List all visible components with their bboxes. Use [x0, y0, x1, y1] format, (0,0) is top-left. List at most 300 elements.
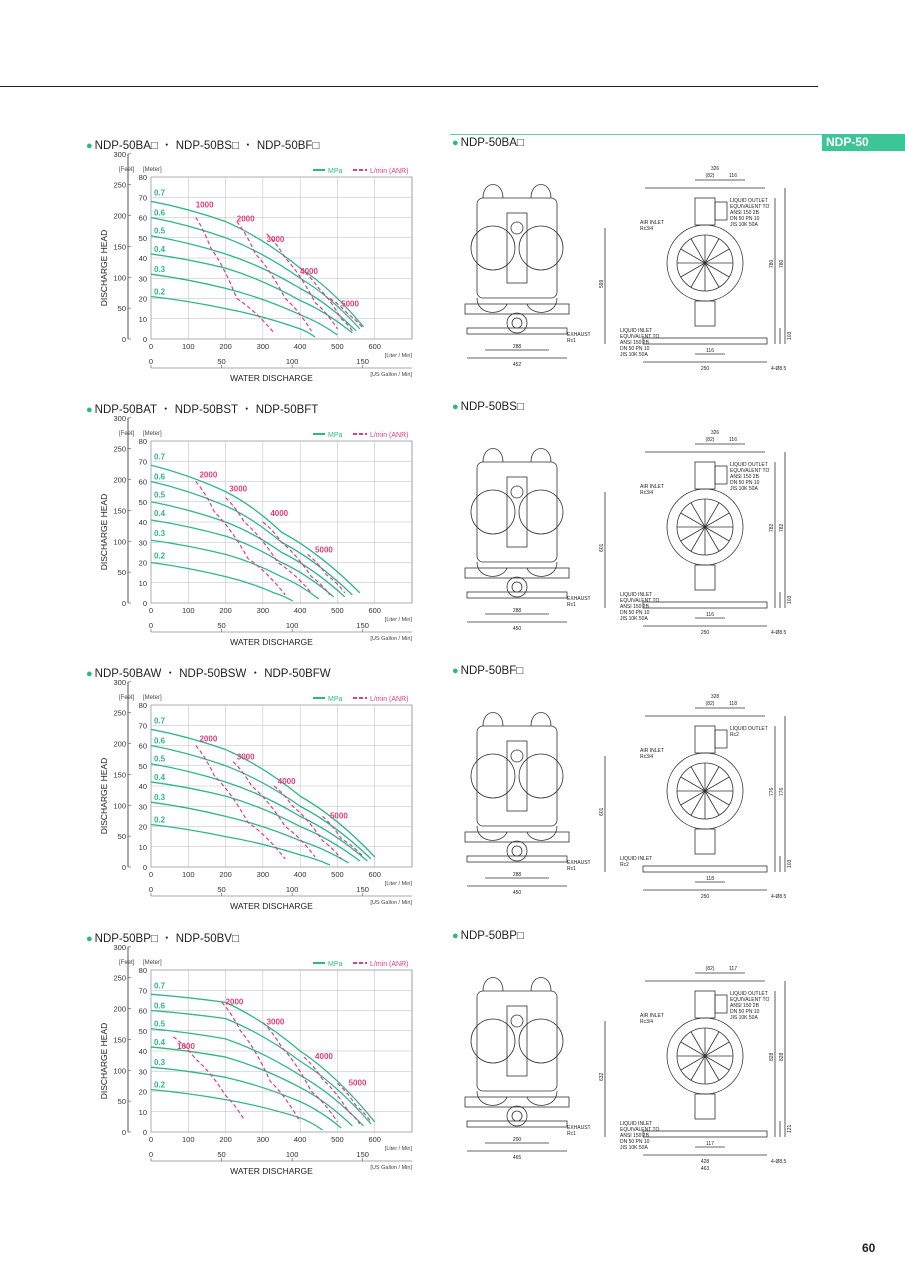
upper-manifold [483, 449, 551, 463]
exhaust-note: EXHAUST [567, 596, 591, 602]
pump-drawing [455, 686, 815, 921]
feet-unit-label: [Feet] [119, 695, 135, 701]
gallon-unit-label: [US Gallon / Min] [370, 1165, 412, 1171]
dim-side-width-label: 250 [700, 894, 710, 900]
bolt-hole-label: 4-Ø8.5 [771, 630, 787, 636]
pump-drawing [455, 158, 815, 393]
y-axis-title: DISCHARGE HEAD [99, 757, 109, 835]
mpa-curve-label: 0.4 [154, 772, 166, 782]
chart-title-4 [86, 930, 239, 946]
y-meter-tick: 80 [138, 966, 147, 975]
legend-mpa-label: MPa [328, 168, 343, 175]
mpa-curve-label: 0.7 [154, 188, 166, 198]
x-gallon-tick: 150 [356, 885, 369, 894]
air-valve [511, 222, 523, 234]
air-inlet-note: AIR INLET [640, 748, 664, 754]
flow-curve-label: 2000 [225, 997, 244, 1007]
y-feet-tick: 50 [117, 832, 126, 842]
outlet-pipe [695, 991, 715, 1018]
x-liter-tick: 0 [148, 606, 154, 615]
performance-chart [95, 677, 425, 916]
exhaust-note: EXHAUST [567, 860, 591, 866]
dim-height-label: 776 [779, 787, 785, 796]
meter-unit-label: [Meter] [143, 431, 162, 437]
x-gallon-tick: 0 [148, 621, 154, 630]
lower-manifold [477, 298, 557, 312]
dim-side-small-label: 116 [706, 612, 714, 618]
y-feet-tick: 250 [113, 708, 126, 718]
outlet-note: LIQUID OUTLET [730, 462, 768, 468]
left-chamber [471, 754, 515, 798]
dim-pitch-label: 288 [512, 608, 522, 614]
y-meter-tick: 30 [138, 1067, 147, 1077]
y-meter-tick: 60 [138, 1006, 147, 1016]
liter-unit-label: [Liter / Min] [384, 617, 412, 623]
x-gallon-tick: 100 [285, 885, 299, 894]
dim-82-label: (82) [705, 173, 715, 179]
flow-curve-label: 2000 [199, 470, 218, 480]
x-liter-tick: 500 [331, 1135, 344, 1144]
inlet-note: JIS 10K 50A [620, 352, 648, 358]
meter-unit-label: [Meter] [143, 960, 162, 966]
gallon-unit-label: [US Gallon / Min] [370, 372, 412, 378]
inlet-note: LIQUID INLET [620, 592, 653, 598]
outlet-note: JIS 10K 50A [730, 486, 758, 492]
x-liter-tick: 400 [293, 1135, 307, 1144]
dim-base-label: 103 [787, 331, 793, 340]
dim-height-label: 782 [779, 523, 785, 532]
legend-mpa-label: MPa [328, 696, 343, 703]
chart-title-text: NDP-50BAT ・ NDP-50BST ・ NDP-50BFT [94, 404, 319, 416]
x-liter-tick: 300 [256, 606, 270, 615]
outlet-note: ANSI 150 2B [730, 1003, 759, 1009]
upper-manifold [483, 185, 551, 199]
dim-top-label: 326 [710, 166, 720, 172]
y-feet-tick: 250 [113, 180, 126, 190]
exhaust-note: Rc1 [567, 338, 576, 344]
outlet-flange [715, 995, 727, 1013]
x-liter-tick: 200 [219, 606, 232, 615]
x-gallon-tick: 150 [356, 357, 369, 366]
mpa-curve-label: 0.3 [154, 265, 166, 275]
outlet-pipe [695, 726, 715, 753]
dim-body-label: 828 [769, 1052, 775, 1061]
inlet-note: ANSI 150 2B [620, 340, 649, 346]
y-feet-tick: 50 [117, 1097, 126, 1107]
left-chamber [471, 490, 515, 534]
mpa-curve-label: 0.3 [154, 529, 166, 539]
x-liter-tick: 400 [293, 342, 307, 351]
outlet-note: EQUIVALENT TO [730, 204, 770, 210]
x-gallon-tick: 0 [148, 885, 154, 894]
meter-unit-label: [Meter] [143, 695, 162, 701]
air-inlet-note: Rc3/4 [640, 226, 654, 232]
inlet-flange [507, 313, 527, 333]
inlet-note: Rc2 [620, 862, 629, 868]
x-liter-tick: 300 [256, 870, 270, 879]
inlet-bore [512, 1111, 522, 1121]
x-liter-tick: 400 [293, 606, 307, 615]
y-meter-tick: 40 [138, 518, 147, 527]
dim-height-label: 828 [779, 1052, 785, 1061]
right-chamber [519, 1019, 563, 1063]
x-liter-tick: 200 [219, 870, 232, 879]
y-meter-tick: 60 [138, 741, 147, 751]
bullet-icon: ● [452, 930, 459, 942]
liter-unit-label: [Liter / Min] [384, 353, 412, 359]
x-axis-title: WATER DISCHARGE [230, 373, 313, 383]
dim-body-label: 776 [769, 787, 775, 796]
dim-width-label: 465 [512, 1155, 522, 1161]
meter-unit-label: [Meter] [143, 167, 162, 173]
flow-curve-label: 5000 [341, 299, 359, 309]
dim-top-label: 328 [710, 694, 720, 700]
y-feet-tick: 200 [113, 211, 126, 221]
flow-curve-label: 4000 [277, 776, 296, 786]
y-feet-tick: 300 [113, 677, 126, 687]
inlet-pipe [695, 1094, 715, 1119]
x-axis-title: WATER DISCHARGE [230, 901, 313, 911]
flow-curve-label: 5000 [348, 1078, 367, 1088]
x-gallon-tick: 50 [217, 1150, 226, 1159]
air-valve [511, 750, 523, 762]
y-meter-tick: 60 [138, 477, 147, 487]
bullet-icon: ● [86, 404, 93, 416]
dim-body-label: 780 [769, 259, 775, 268]
y-meter-tick: 50 [138, 761, 147, 771]
dim-width-label: 450 [512, 890, 522, 896]
inlet-bore [512, 846, 522, 856]
inlet-note: EQUIVALENT TO [620, 598, 660, 604]
y-feet-tick: 300 [113, 149, 126, 159]
performance-chart [95, 942, 425, 1181]
y-feet-tick: 50 [117, 568, 126, 578]
right-chamber [519, 754, 563, 798]
mpa-curve-label: 0.2 [154, 287, 166, 297]
right-chamber [519, 490, 563, 534]
chart-title-text: NDP-50BA□ ・ NDP-50BS□ ・ NDP-50BF□ [94, 140, 320, 152]
drawing-title-text: NDP-50BA□ [460, 137, 524, 149]
y-feet-tick: 250 [113, 973, 126, 983]
center-block [507, 741, 527, 811]
y-meter-tick: 0 [142, 335, 147, 344]
y-meter-tick: 80 [138, 701, 147, 710]
dim-top2-label: 118 [729, 701, 737, 707]
y-feet-tick: 50 [117, 304, 126, 314]
y-meter-tick: 30 [138, 538, 147, 548]
flow-curve-label: 4000 [270, 508, 289, 518]
chart-title-text: NDP-50BP□ ・ NDP-50BV□ [94, 933, 239, 945]
base-plate [465, 304, 569, 314]
drawing-title-text: NDP-50BF□ [460, 665, 524, 677]
mpa-curve-label: 0.2 [154, 1080, 166, 1090]
exhaust-note: Rc1 [567, 1131, 576, 1137]
air-inlet-note: AIR INLET [640, 220, 664, 226]
x-liter-tick: 0 [148, 342, 154, 351]
mpa-curve-label: 0.5 [154, 490, 166, 500]
outlet-note: DN 50 PN 10 [730, 480, 760, 486]
dim-overall-label: 632 [599, 1072, 605, 1081]
flow-curve-label: 1000 [177, 1041, 195, 1051]
lower-manifold [477, 562, 557, 576]
outlet-pipe [695, 198, 715, 225]
outlet-note: EQUIVALENT TO [730, 468, 770, 474]
air-inlet-note: AIR INLET [640, 484, 664, 490]
drawing-title-2 [452, 401, 524, 413]
mpa-curve-label: 0.7 [154, 981, 166, 991]
y-meter-tick: 50 [138, 497, 147, 507]
dim-side-width-label: 250 [700, 630, 710, 636]
inlet-pipe [695, 829, 715, 854]
dim-overall-label: 599 [599, 279, 605, 288]
mpa-curve-label: 0.5 [154, 754, 166, 764]
header-rule [0, 86, 818, 87]
dim-top2-label: 116 [729, 173, 737, 179]
x-gallon-tick: 100 [285, 357, 299, 366]
dim-width-label: 450 [512, 626, 522, 632]
y-feet-tick: 200 [113, 475, 126, 485]
flow-curve-label: 4000 [315, 1052, 333, 1062]
drawing-title-3 [452, 665, 523, 677]
y-meter-tick: 10 [138, 314, 147, 324]
inlet-note: LIQUID INLET [620, 1121, 653, 1127]
side-base [643, 1131, 767, 1137]
y-feet-tick: 150 [113, 506, 126, 516]
pump-drawing [455, 951, 815, 1186]
x-liter-tick: 500 [331, 342, 344, 351]
x-liter-tick: 100 [182, 606, 195, 615]
dim-pitch-label: 200 [512, 1137, 522, 1143]
flow-curve-label: 3000 [236, 752, 255, 762]
x-gallon-tick: 50 [217, 621, 226, 630]
y-feet-tick: 150 [113, 770, 126, 780]
mpa-curve-label: 0.3 [154, 1058, 166, 1068]
y-meter-tick: 80 [138, 437, 147, 446]
flow-curve-label: 1000 [195, 200, 214, 210]
y-meter-tick: 70 [138, 986, 147, 996]
legend-flow-label: L/min (ANR) [370, 961, 409, 968]
y-feet-tick: 0 [121, 335, 126, 344]
legend-flow-label: L/min (ANR) [370, 168, 409, 175]
dim-base-label: 103 [787, 859, 793, 868]
y-feet-tick: 0 [121, 1128, 126, 1137]
dim-top2-label: 117 [729, 966, 737, 972]
feet-unit-label: [Feet] [119, 960, 135, 966]
outlet-note: ANSI 150 2B [730, 210, 759, 216]
inlet-flange [507, 841, 527, 861]
exhaust-note: EXHAUST [567, 1125, 591, 1131]
dim-top2-label: 116 [729, 437, 737, 443]
bolt-hole-label: 4-Ø8.5 [771, 366, 787, 372]
mpa-curve-label: 0.4 [154, 508, 166, 518]
outlet-flange [715, 730, 727, 748]
x-liter-tick: 400 [293, 870, 307, 879]
dim-side-width2-label: 463 [700, 1166, 710, 1172]
center-block [507, 213, 527, 283]
air-inlet-note: Rc3/4 [640, 754, 654, 760]
mpa-curve-label: 0.6 [154, 472, 166, 482]
dim-side-width-label: 428 [700, 1159, 710, 1165]
x-liter-tick: 100 [182, 1135, 195, 1144]
side-base [643, 338, 767, 344]
y-feet-tick: 300 [113, 942, 126, 952]
x-gallon-tick: 0 [148, 357, 154, 366]
bolt-hole-label: 4-Ø8.5 [771, 894, 787, 900]
y-feet-tick: 100 [113, 1066, 126, 1076]
inlet-pipe [695, 301, 715, 326]
flow-curve-label: 4000 [300, 267, 318, 277]
outlet-note: ANSI 150 2B [730, 474, 759, 480]
feet-unit-label: [Feet] [119, 167, 135, 173]
y-feet-tick: 200 [113, 739, 126, 749]
y-meter-tick: 70 [138, 457, 147, 467]
page-number: 60 [862, 1241, 876, 1255]
x-liter-tick: 100 [182, 342, 195, 351]
x-gallon-tick: 100 [285, 621, 299, 630]
inlet-note: LIQUID INLET [620, 328, 653, 334]
y-axis-title: DISCHARGE HEAD [99, 493, 109, 571]
mpa-curve-label: 0.6 [154, 1001, 166, 1011]
x-liter-tick: 200 [219, 1135, 232, 1144]
air-valve [511, 486, 523, 498]
bolt-hole-label: 4-Ø8.5 [771, 1159, 787, 1165]
drawing-title-text: NDP-50BS□ [460, 401, 524, 413]
outlet-note: EQUIVALENT TO [730, 997, 770, 1003]
flow-curve-label: 2000 [199, 734, 218, 744]
flow-curve-label: 5000 [329, 811, 348, 821]
y-feet-tick: 300 [113, 413, 126, 423]
inlet-flange [507, 577, 527, 597]
dim-pitch-label: 288 [512, 872, 522, 878]
pump-drawing [455, 422, 815, 657]
base-plate [465, 832, 569, 842]
x-liter-tick: 0 [148, 1135, 154, 1144]
inlet-note: JIS 10K 50A [620, 616, 648, 622]
x-gallon-tick: 50 [217, 885, 226, 894]
x-liter-tick: 300 [256, 1135, 270, 1144]
bullet-icon: ● [452, 401, 459, 413]
y-axis-title: DISCHARGE HEAD [99, 1022, 109, 1100]
feet-unit-label: [Feet] [119, 431, 135, 437]
liter-unit-label: [Liter / Min] [384, 881, 412, 887]
exhaust-note: Rc1 [567, 866, 576, 872]
inlet-note: DN 50 PN 10 [620, 610, 650, 616]
upper-manifold [483, 713, 551, 727]
inlet-note: EQUIVALENT TO [620, 334, 660, 340]
bullet-icon: ● [452, 137, 459, 149]
tab-rule [450, 134, 822, 135]
performance-chart [95, 413, 425, 652]
dim-82-label: (82) [705, 966, 715, 972]
y-feet-tick: 150 [113, 1035, 126, 1045]
x-gallon-tick: 50 [217, 357, 226, 366]
x-liter-tick: 600 [368, 1135, 381, 1144]
right-chamber [519, 226, 563, 270]
y-meter-tick: 60 [138, 213, 147, 223]
chart-title-text: NDP-50BAW ・ NDP-50BSW ・ NDP-50BFW [94, 668, 331, 680]
inlet-bore [512, 582, 522, 592]
legend-flow-label: L/min (ANR) [370, 696, 409, 703]
y-meter-tick: 20 [138, 558, 147, 568]
x-liter-tick: 600 [368, 342, 381, 351]
drawing-title-1 [452, 137, 524, 149]
outlet-flange [715, 202, 727, 220]
outlet-note: DN 50 PN 10 [730, 1009, 760, 1015]
side-base [643, 866, 767, 872]
flow-curve-label: 3000 [266, 234, 285, 244]
outlet-note: Rc2 [730, 732, 739, 738]
x-liter-tick: 600 [368, 606, 381, 615]
outlet-note: LIQUID OUTLET [730, 991, 768, 997]
y-meter-tick: 40 [138, 254, 147, 263]
flow-curve-label: 5000 [315, 545, 333, 555]
inlet-note: ANSI 150 2B [620, 604, 649, 610]
x-liter-tick: 100 [182, 870, 195, 879]
y-meter-tick: 30 [138, 274, 147, 284]
y-meter-tick: 10 [138, 578, 147, 588]
outlet-note: LIQUID OUTLET [730, 726, 768, 732]
inlet-bore [512, 318, 522, 328]
dim-82-label: (82) [705, 437, 715, 443]
air-valve [511, 1015, 523, 1027]
inlet-flange [507, 1106, 527, 1126]
dim-side-small-label: 118 [706, 876, 714, 882]
y-meter-tick: 50 [138, 1026, 147, 1036]
dim-height-label: 780 [779, 259, 785, 268]
lower-manifold [477, 1091, 557, 1105]
left-chamber [471, 226, 515, 270]
base-plate [465, 1097, 569, 1107]
center-block [507, 477, 527, 547]
y-meter-tick: 0 [142, 863, 147, 872]
side-base [643, 602, 767, 608]
y-meter-tick: 20 [138, 1087, 147, 1097]
inlet-note: ANSI 150 2B [620, 1133, 649, 1139]
dim-overall-label: 601 [599, 543, 605, 552]
dim-base-label: 103 [787, 595, 793, 604]
x-gallon-tick: 150 [356, 1150, 369, 1159]
mpa-curve-label: 0.7 [154, 716, 166, 726]
bullet-icon: ● [86, 668, 93, 680]
dim-width-label: 452 [512, 362, 522, 368]
y-feet-tick: 250 [113, 444, 126, 454]
flow-curve-label: 2000 [236, 214, 255, 224]
y-meter-tick: 20 [138, 822, 147, 832]
air-inlet-note: Rc3/4 [640, 1019, 654, 1025]
x-liter-tick: 200 [219, 342, 232, 351]
y-feet-tick: 150 [113, 242, 126, 252]
liter-unit-label: [Liter / Min] [384, 1146, 412, 1152]
dim-pitch-label: 288 [512, 344, 522, 350]
y-meter-tick: 40 [138, 782, 147, 791]
y-feet-tick: 0 [121, 863, 126, 872]
y-meter-tick: 10 [138, 1107, 147, 1117]
inlet-pipe [695, 565, 715, 590]
y-axis-title: DISCHARGE HEAD [99, 229, 109, 307]
flow-curve-label: 3000 [229, 484, 248, 494]
legend-flow-label: L/min (ANR) [370, 432, 409, 439]
inlet-note: JIS 10K 50A [620, 1145, 648, 1151]
y-meter-tick: 20 [138, 294, 147, 304]
mpa-curve-label: 0.6 [154, 208, 166, 218]
x-liter-tick: 0 [148, 870, 154, 879]
y-feet-tick: 200 [113, 1004, 126, 1014]
y-meter-tick: 50 [138, 233, 147, 243]
mpa-curve-label: 0.2 [154, 815, 166, 825]
y-meter-tick: 70 [138, 193, 147, 203]
mpa-curve-label: 0.7 [154, 452, 166, 462]
bullet-icon: ● [452, 665, 459, 677]
